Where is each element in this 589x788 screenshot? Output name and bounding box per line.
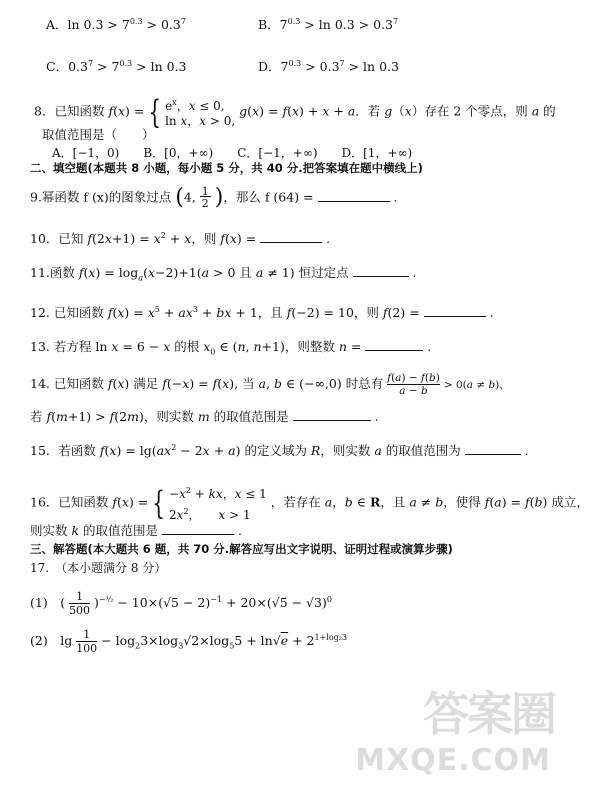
- section-2-heading: 二、填空题(本题共 8 小题，每小题 5 分，共 40 分.把答案填在题中横线上): [30, 161, 423, 175]
- q8-options: A．[−1，0) B．[0，+∞) C．[−1，+∞) D．[1，+∞): [52, 146, 413, 160]
- q13: 13. 若方程 ln x = 6 − x 的根 $x_0$ ∈ (n, n+1)，则整数 n = .: [30, 339, 432, 357]
- q8-stem: 8．已知函数 f(x) = { $e^x$，x ≤ 0, ln x，x > 0, g(x) = f(x) + x + a．若 g（x）存在 2 个零点，则 a 的: [34, 92, 556, 132]
- q7-option-b: B．$7^{0.3} > \ln 0.3 > 0.3^7$: [258, 17, 399, 33]
- q7-option-c: C．$0.3^7 > 7^{0.3} > \ln 0.3$: [46, 59, 187, 75]
- watermark: [355, 678, 555, 778]
- q8-stem-2: 取值范围是（ ）: [42, 127, 155, 142]
- q11: 11.函数 $f(x) = \log_a(x-2)+1(a > 0$ 且 a ≠ 1) 恒过定点 .: [30, 265, 417, 283]
- q9: 9.幂函数 f (x)的图象过点 (4, 1 2 )，那么 f (64) = .: [30, 185, 398, 210]
- watermark-logo: 答案圈: [423, 687, 555, 741]
- q7-option-a: A．$\ln 0.3 > 7^{0.3} > 0.3^7$: [46, 17, 186, 33]
- q7-option-d: D．$7^{0.3} > 0.3^7 > \ln 0.3$: [258, 59, 399, 75]
- q12: 12. 已知函数 $f(x) = x^5 + ax^3$ + bx + 1，且 f(−2) = 10，则 f(2) = .: [30, 305, 494, 321]
- watermark-url: MXQE.COM: [355, 743, 551, 778]
- q17-part-2: (2) lg 1 100 − $\log_23\times\log_3√2\times\log_55 + \ln√e + 2^{1+log_23}$: [30, 628, 348, 655]
- q15: 15．若函数 $f(x) = \lg(ax^2 - 2x + a)$ 的定义域为 R，则实数 a 的取值范围为 .: [30, 443, 529, 459]
- q14-part-2: 若 f(m+1) > f(2m)，则实数 m 的取值范围是 .: [30, 409, 379, 424]
- q10: 10．已知 $f(2x+1) = x^2 + x$，则 f(x) = .: [30, 231, 331, 247]
- q17-heading: 17. （本小题满分 8 分）: [30, 561, 167, 575]
- section-3-heading: 三、解答题(本大题共 6 题，共 70 分.解答应写出文字说明、证明过程或演算步骤): [30, 542, 453, 556]
- q14: 14. 已知函数 f(x) 满足 f(−x) = f(x), 当 a, b ∈ (−∞,0) 时总有 f(a) − f(b) a − b > 0(a ≠ b)，: [30, 372, 510, 397]
- q17-part-1: (1) ( 1 500 )$^{-\frac{1}{2}} - 10\times(√5 - 2)^{-1} + 20\times(√5 - √3)^0$: [30, 590, 332, 617]
- q16-part-2: 则实数 k 的取值范围是 .: [30, 523, 242, 538]
- q16: 16．已知函数 f(x) = { $-x^2$ + kx，x ≤ 1 $2x^2$， x > 1 ，若存在 a，b ∈ R，且 a ≠ b，使得 f(a) = f(b) 成立，: [30, 483, 589, 523]
